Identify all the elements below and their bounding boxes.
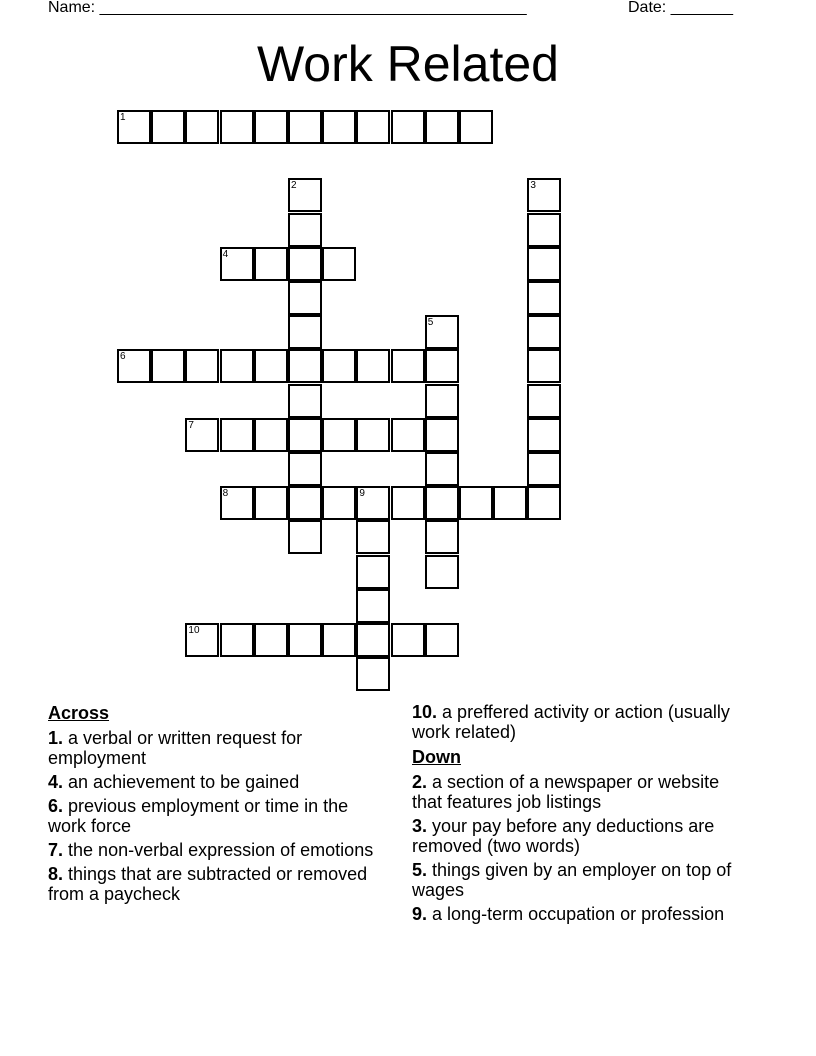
grid-cell[interactable] [185,349,219,383]
grid-cell[interactable] [220,623,254,657]
grid-cell[interactable] [425,486,459,520]
grid-cell[interactable] [288,349,322,383]
grid-cell[interactable] [459,486,493,520]
grid-cell[interactable] [356,486,390,520]
clue-text: a long-term occupation or profession [432,904,725,924]
clue-text: things given by an employer on top of wages [412,860,732,900]
across-clue-4 [48,772,378,792]
clue-text: your pay before any deductions are removed (two words) [412,816,715,856]
grid-cell[interactable] [288,110,322,144]
grid-cell[interactable] [322,247,356,281]
grid-cell[interactable] [254,349,288,383]
cell-number: 8 [222,488,229,500]
grid-cell[interactable] [527,418,561,452]
cell-number: 5 [427,317,434,329]
clue-number: 10. [412,702,438,722]
grid-cell[interactable] [254,623,288,657]
grid-cell[interactable] [220,110,254,144]
grid-cell[interactable] [151,110,185,144]
grid-cell[interactable] [322,110,356,144]
cell-number: 9 [359,488,365,500]
grid-cell[interactable] [288,623,322,657]
grid-cell[interactable] [288,520,322,554]
grid-cell[interactable] [527,384,561,418]
grid-cell[interactable] [527,178,561,212]
across-clue-7 [48,840,378,860]
across-clue-10 [412,702,742,742]
grid-cell[interactable] [391,486,425,520]
grid-cell[interactable] [527,315,561,349]
grid-cell[interactable] [425,384,459,418]
grid-cell[interactable] [220,247,254,281]
grid-cell[interactable] [356,349,390,383]
clue-text: a preffered activity or action (usually work related) [412,702,730,742]
grid-cell[interactable] [356,623,390,657]
grid-cell[interactable] [322,486,356,520]
grid-cell[interactable] [288,486,322,520]
grid-cell[interactable] [288,247,322,281]
clue-number: 6. [48,796,64,816]
down-clue-3 [412,816,742,856]
grid-cell[interactable] [425,520,459,554]
clue-number: 3. [412,816,428,836]
clue-number: 1. [48,728,64,748]
clue-text: an achievement to be gained [68,772,300,792]
clue-text: previous employment or time in the work force [48,796,349,836]
down-clue-9 [412,904,742,924]
clue-number: 5. [412,860,428,880]
grid-cell[interactable] [356,589,390,623]
cell-number: 6 [120,351,126,363]
grid-cell[interactable] [254,247,288,281]
grid-cell[interactable] [185,623,219,657]
grid-cell[interactable] [527,281,561,315]
cell-number: 3 [530,180,536,192]
clue-text: a verbal or written request for employment [48,728,303,768]
grid-cell[interactable] [425,315,459,349]
page-title: Work Related [257,36,559,92]
grid-cell[interactable] [117,349,151,383]
grid-cell[interactable] [322,418,356,452]
grid-cell[interactable] [425,110,459,144]
name-field[interactable]: Name: ________________________________________________ [48,0,527,16]
grid-cell[interactable] [288,315,322,349]
clue-number: 8. [48,864,64,884]
grid-cell[interactable] [425,452,459,486]
grid-cell[interactable] [288,418,322,452]
across-clue-6 [48,796,378,836]
clue-text: things that are subtracted or removed from a paycheck [48,864,368,904]
clues-left-column [48,702,378,908]
across-clue-8 [48,864,378,904]
grid-cell[interactable] [288,384,322,418]
across-heading: Across [48,703,110,723]
grid-cell[interactable] [527,349,561,383]
down-clue-2 [412,772,742,812]
grid-cell[interactable] [527,452,561,486]
clue-number: 2. [412,772,428,792]
grid-cell[interactable] [254,110,288,144]
grid-cell[interactable] [459,110,493,144]
cell-number: 2 [291,180,297,192]
grid-cell[interactable] [527,213,561,247]
cell-number: 1 [120,112,126,123]
grid-cell[interactable] [356,110,390,144]
grid-cell[interactable] [391,623,425,657]
cell-number: 10 [188,625,200,636]
grid-cell[interactable] [151,349,185,383]
down-clue-5 [412,860,742,900]
date-field[interactable]: Date: _______ [628,0,733,16]
cell-number: 4 [222,248,229,260]
grid-cell[interactable] [254,418,288,452]
grid-cell[interactable] [391,418,425,452]
grid-cell[interactable] [425,555,459,589]
grid-cell[interactable] [220,418,254,452]
clue-text: the non-verbal expression of emotions [68,840,374,860]
grid-cell[interactable] [356,418,390,452]
grid-cell[interactable] [425,349,459,383]
clue-number: 9. [412,904,428,924]
grid-cell[interactable] [425,623,459,657]
grid-cell[interactable] [288,281,322,315]
clue-number: 7. [48,840,64,860]
grid-cell[interactable] [322,623,356,657]
grid-cell[interactable] [288,213,322,247]
grid-cell[interactable] [493,486,527,520]
grid-cell[interactable] [356,555,390,589]
grid-cell[interactable] [391,349,425,383]
grid-cell[interactable] [356,520,390,554]
grid-cell[interactable] [254,486,288,520]
grid-cell[interactable] [527,247,561,281]
clue-text: a section of a newspaper or website that features job listings [412,772,720,812]
across-clue-1 [48,728,378,768]
grid-cell[interactable] [425,418,459,452]
grid-cell[interactable] [356,657,390,691]
clues-right-column [412,702,742,928]
grid-cell[interactable] [220,486,254,520]
down-heading: Down [412,747,461,767]
grid-cell[interactable] [185,110,219,144]
grid-cell[interactable] [220,349,254,383]
grid-cell[interactable] [288,452,322,486]
cell-number: 7 [188,419,194,431]
grid-cell[interactable] [322,349,356,383]
grid-cell[interactable] [527,486,561,520]
grid-cell[interactable] [117,110,151,144]
grid-cell[interactable] [185,418,219,452]
grid-cell[interactable] [288,178,322,212]
clue-number: 4. [48,772,64,792]
grid-cell[interactable] [391,110,425,144]
